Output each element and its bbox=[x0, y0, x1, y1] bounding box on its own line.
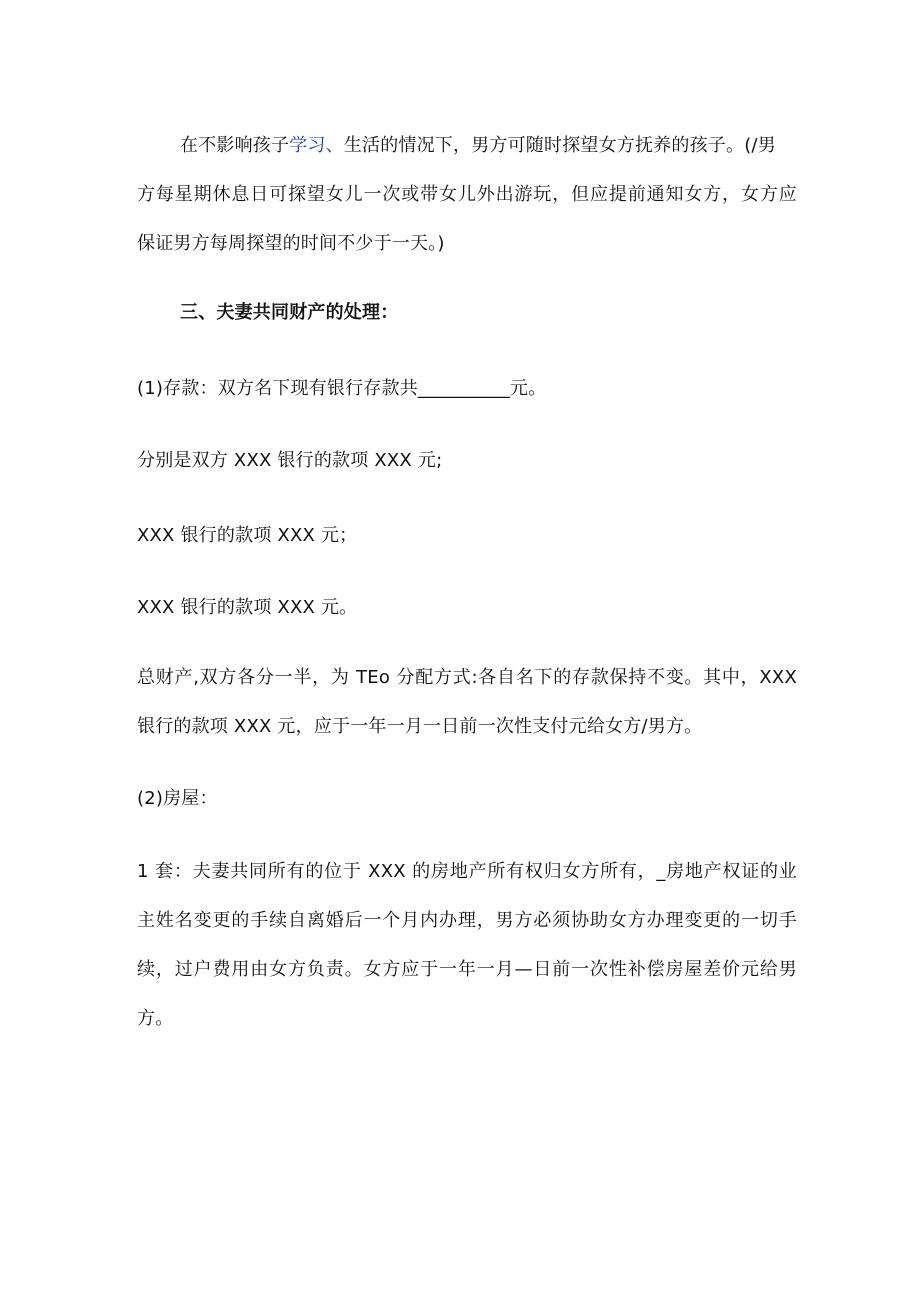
total-property-line-1: 总财产,双方各分一半，为 TEo 分配方式:各自名下的存款保持不变。其中，XXX bbox=[137, 667, 797, 688]
deposit-line-4: XXX 银行的款项 XXX 元。 bbox=[137, 597, 358, 618]
section-heading: 三、夫妻共同财产的处理： bbox=[180, 302, 399, 323]
deposit-line-3: XXX 银行的款项 XXX 元； bbox=[137, 525, 358, 546]
paragraph-visitation-text-end: 生活的情况下，男方可随时探望女方抚养的孩子。(/男 bbox=[343, 135, 776, 156]
total-property-line-2: 银行的款项 XXX 元，应于一年一月一日前一次性支付元给女方/男方。 bbox=[137, 716, 703, 737]
house-line-4: 方。 bbox=[137, 1008, 174, 1029]
paragraph-visitation-line-1 bbox=[180, 134, 797, 158]
deposit-line-1: (1)存款：双方名下现有银行存款共__________元。 bbox=[137, 378, 547, 399]
deposit-line-2: 分别是双方 XXX 银行的款项 XXX 元; bbox=[137, 450, 443, 471]
paragraph-visitation-line-3: 保证男方每周探望的时间不少于一天。) bbox=[137, 233, 445, 254]
house-line-1: 1 套：夫妻共同所有的位于 XXX 的房地产所有权归女方所有，_房地产权证的业 bbox=[137, 861, 797, 882]
house-title: (2)房屋： bbox=[137, 788, 218, 809]
house-line-3: 续，过户费用由女方负责。女方应于一年一月—日前一次性补偿房屋差价元给男 bbox=[137, 959, 797, 980]
house-line-2: 主姓名变更的手续自离婚后一个月内办理，男方必须协助女方办理变更的一切手 bbox=[137, 910, 797, 931]
study-link[interactable]: 学习、 bbox=[289, 135, 344, 156]
paragraph-visitation-line-2: 方每星期休息日可探望女儿一次或带女儿外出游玩，但应提前通知女方，女方应 bbox=[137, 184, 797, 205]
paragraph-visitation-text-start: 在不影响孩子 bbox=[180, 135, 290, 156]
